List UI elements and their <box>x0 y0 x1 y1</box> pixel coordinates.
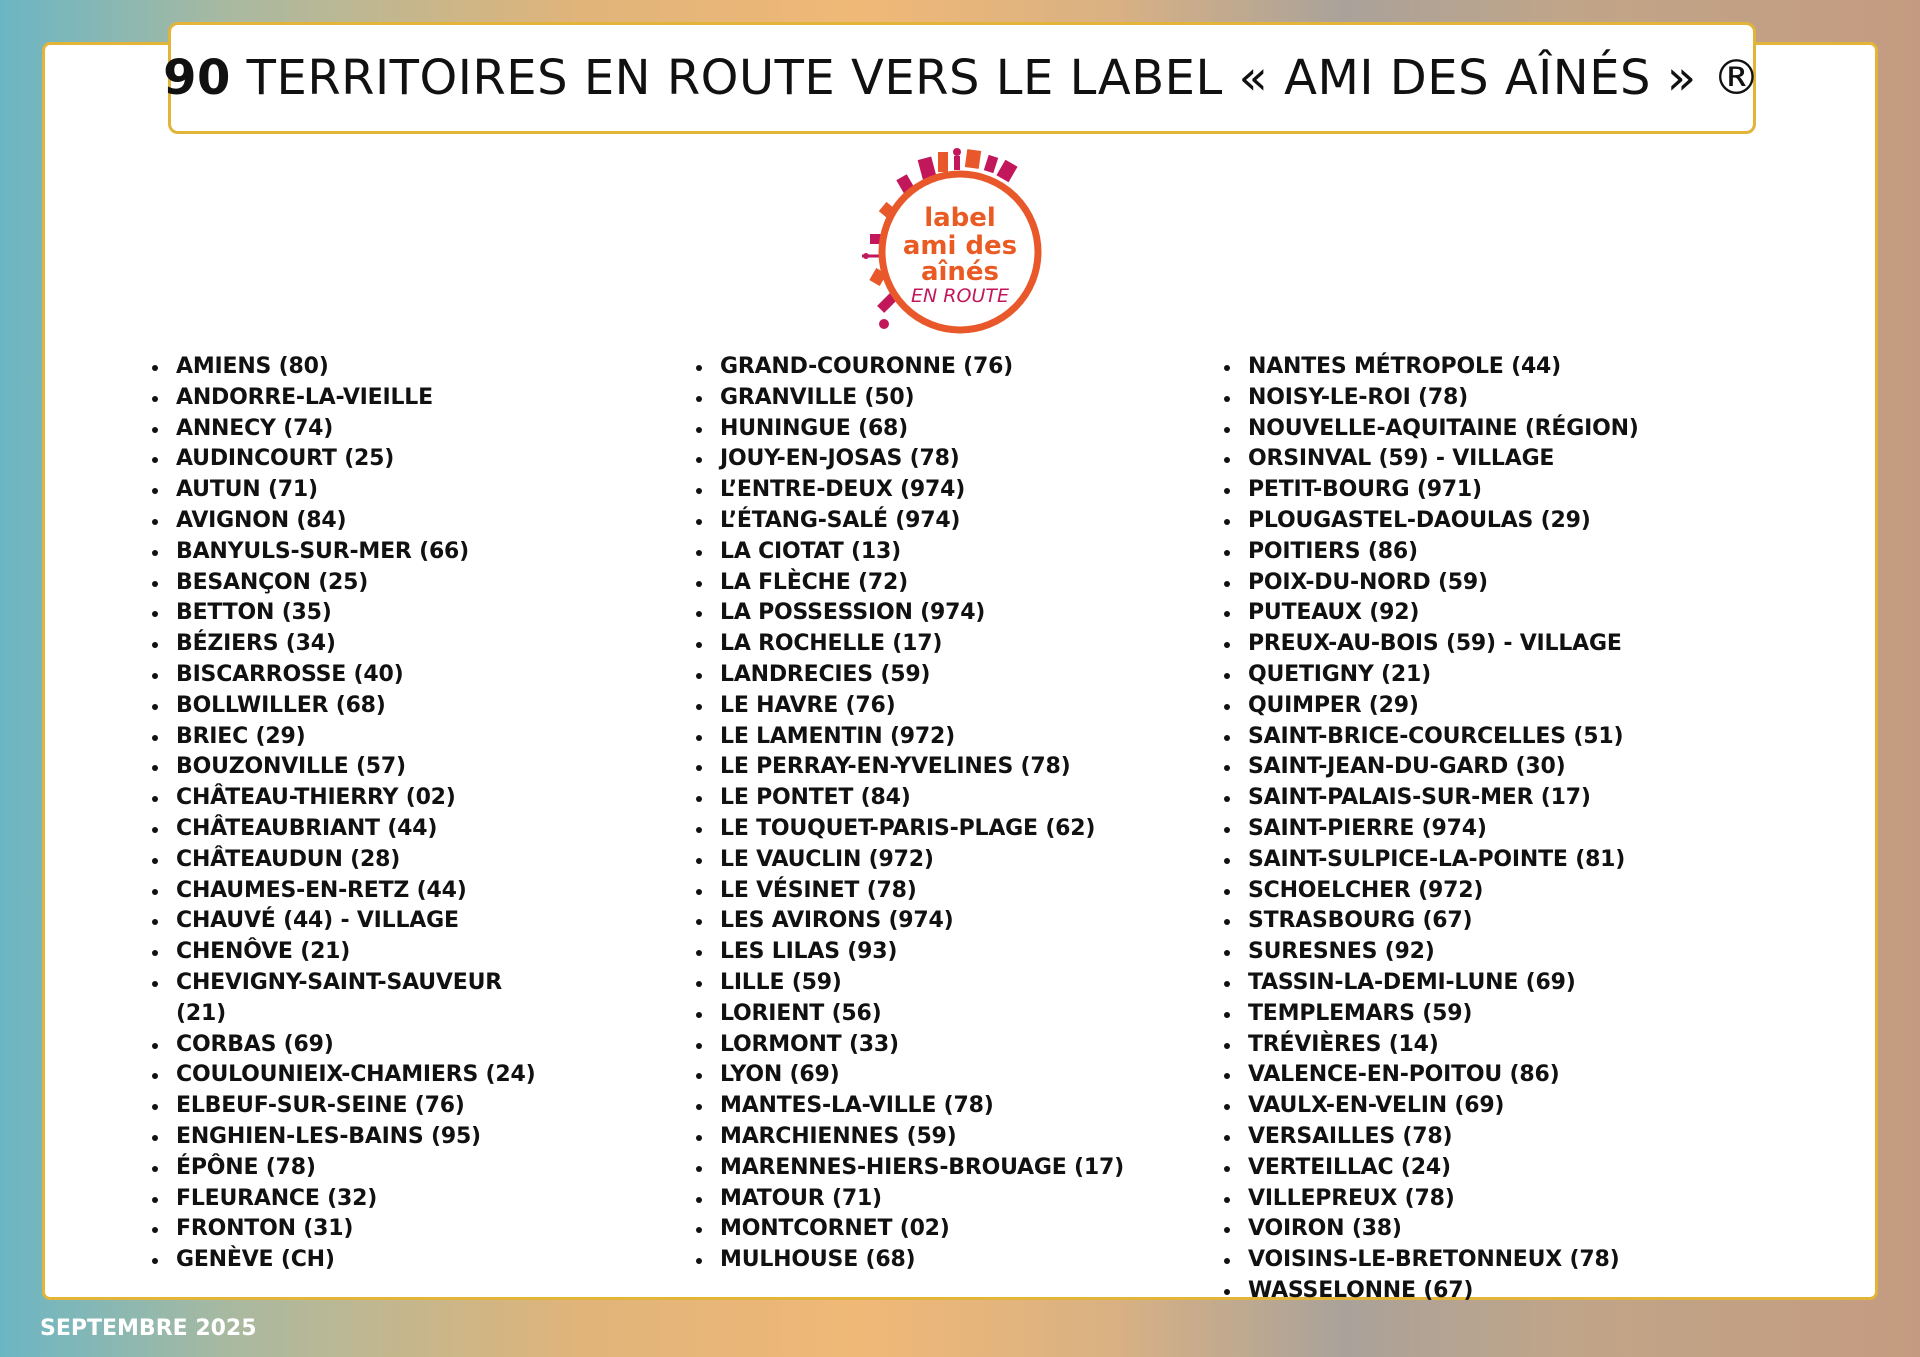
territory-item: BRIEC (29) <box>148 722 558 753</box>
territory-item: LES AVIRONS (974) <box>692 906 1172 937</box>
territory-item: ÉPÔNE (78) <box>148 1153 558 1184</box>
territory-item: LA CIOTAT (13) <box>692 537 1172 568</box>
territory-item: LYON (69) <box>692 1060 1172 1091</box>
territory-item: BANYULS-SUR-MER (66) <box>148 537 558 568</box>
territory-item: LANDRECIES (59) <box>692 660 1172 691</box>
territory-item: TRÉVIÈRES (14) <box>1220 1030 1780 1061</box>
territory-item: LA FLÈCHE (72) <box>692 568 1172 599</box>
territory-item: BOLLWILLER (68) <box>148 691 558 722</box>
territory-item: MARENNES-HIERS-BROUAGE (17) <box>692 1153 1172 1184</box>
territory-item: LA ROCHELLE (17) <box>692 629 1172 660</box>
territory-item: NOISY-LE-ROI (78) <box>1220 383 1780 414</box>
territory-item: CORBAS (69) <box>148 1030 558 1061</box>
logo-line-4: EN ROUTE <box>911 285 1009 307</box>
territory-item: SCHOELCHER (972) <box>1220 876 1780 907</box>
territory-item: GRAND-COURONNE (76) <box>692 352 1172 383</box>
page-title <box>163 50 1761 106</box>
title-box <box>163 22 1761 134</box>
territory-item: POIX-DU-NORD (59) <box>1220 568 1780 599</box>
territory-item: PREUX-AU-BOIS (59) - VILLAGE <box>1220 629 1780 660</box>
territory-item: PETIT-BOURG (971) <box>1220 475 1780 506</box>
territory-item: ANDORRE-LA-VIEILLE <box>148 383 558 414</box>
territory-item: LA POSSESSION (974) <box>692 598 1172 629</box>
territory-item: MANTES-LA-VILLE (78) <box>692 1091 1172 1122</box>
territory-item: MONTCORNET (02) <box>692 1214 1172 1245</box>
territory-item: SAINT-JEAN-DU-GARD (30) <box>1220 752 1780 783</box>
territory-item: L’ÉTANG-SALÉ (974) <box>692 506 1172 537</box>
territory-item: POITIERS (86) <box>1220 537 1780 568</box>
territory-item: CHÂTEAU-THIERRY (02) <box>148 783 558 814</box>
territory-item: LORIENT (56) <box>692 999 1172 1030</box>
territories-column-3 <box>1220 352 1780 1307</box>
territory-item: VERSAILLES (78) <box>1220 1122 1780 1153</box>
territories-column-2 <box>692 352 1172 1276</box>
territory-item: ANNECY (74) <box>148 414 558 445</box>
logo-line-2: ami des <box>902 231 1018 261</box>
territory-item: ENGHIEN-LES-BAINS (95) <box>148 1122 558 1153</box>
territory-item: SAINT-PALAIS-SUR-MER (17) <box>1220 783 1780 814</box>
territory-item: ORSINVAL (59) - VILLAGE <box>1220 444 1780 475</box>
territory-item: MARCHIENNES (59) <box>692 1122 1172 1153</box>
territories-column-1 <box>148 352 558 1276</box>
territory-item: LE VAUCLIN (972) <box>692 845 1172 876</box>
territory-item: BOUZONVILLE (57) <box>148 752 558 783</box>
territory-item: SAINT-PIERRE (974) <box>1220 814 1780 845</box>
territory-item: SAINT-SULPICE-LA-POINTE (81) <box>1220 845 1780 876</box>
territory-item: BESANÇON (25) <box>148 568 558 599</box>
territory-item: TEMPLEMARS (59) <box>1220 999 1780 1030</box>
territory-item: BETTON (35) <box>148 598 558 629</box>
territory-item: CHAUVÉ (44) - VILLAGE <box>148 906 558 937</box>
territory-item: CHAUMES-EN-RETZ (44) <box>148 876 558 907</box>
territory-item: NANTES MÉTROPOLE (44) <box>1220 352 1780 383</box>
territory-item: QUIMPER (29) <box>1220 691 1780 722</box>
territory-item: SURESNES (92) <box>1220 937 1780 968</box>
territory-item: LE PONTET (84) <box>692 783 1172 814</box>
territory-item: QUETIGNY (21) <box>1220 660 1780 691</box>
territory-item: L’ENTRE-DEUX (974) <box>692 475 1172 506</box>
territory-item: VERTEILLAC (24) <box>1220 1153 1780 1184</box>
territory-item: MATOUR (71) <box>692 1184 1172 1215</box>
territory-item: VAULX-EN-VELIN (69) <box>1220 1091 1780 1122</box>
territory-item: JOUY-EN-JOSAS (78) <box>692 444 1172 475</box>
territory-item: NOUVELLE-AQUITAINE (RÉGION) <box>1220 414 1780 445</box>
territory-item: VILLEPREUX (78) <box>1220 1184 1780 1215</box>
territory-item: HUNINGUE (68) <box>692 414 1172 445</box>
title-text: TERRITOIRES EN ROUTE VERS LE LABEL « AMI DES AÎNÉS » ® <box>230 50 1761 106</box>
territory-item: FLEURANCE (32) <box>148 1184 558 1215</box>
territory-item: BISCARROSSE (40) <box>148 660 558 691</box>
territory-item: AMIENS (80) <box>148 352 558 383</box>
territory-item: PUTEAUX (92) <box>1220 598 1780 629</box>
territory-item: LE TOUQUET-PARIS-PLAGE (62) <box>692 814 1172 845</box>
territory-item: ELBEUF-SUR-SEINE (76) <box>148 1091 558 1122</box>
territory-item: BÉZIERS (34) <box>148 629 558 660</box>
territory-item: CHENÔVE (21) <box>148 937 558 968</box>
territory-item: AVIGNON (84) <box>148 506 558 537</box>
territory-item: FRONTON (31) <box>148 1214 558 1245</box>
territory-item: VALENCE-EN-POITOU (86) <box>1220 1060 1780 1091</box>
territory-item: MULHOUSE (68) <box>692 1245 1172 1276</box>
territory-item: TASSIN-LA-DEMI-LUNE (69) <box>1220 968 1780 999</box>
logo-line-3: aînés <box>920 257 1000 287</box>
territory-item: STRASBOURG (67) <box>1220 906 1780 937</box>
territory-item: LE VÉSINET (78) <box>692 876 1172 907</box>
territory-item: LES LILAS (93) <box>692 937 1172 968</box>
territory-item: LILLE (59) <box>692 968 1172 999</box>
logo-line-1: label <box>924 203 996 233</box>
territory-item: CHÂTEAUBRIANT (44) <box>148 814 558 845</box>
territory-item: GRANVILLE (50) <box>692 383 1172 414</box>
territory-item: VOISINS-LE-BRETONNEUX (78) <box>1220 1245 1780 1276</box>
territory-item: COULOUNIEIX-CHAMIERS (24) <box>148 1060 558 1091</box>
territory-item: CHEVIGNY-SAINT-SAUVEUR (21) <box>148 968 558 1030</box>
title-count: 90 <box>163 50 231 106</box>
label-logo <box>842 146 1068 342</box>
territory-item: GENÈVE (CH) <box>148 1245 558 1276</box>
territory-item: LE LAMENTIN (972) <box>692 722 1172 753</box>
territory-item: PLOUGASTEL-DAOULAS (29) <box>1220 506 1780 537</box>
footer-date: SEPTEMBRE 2025 <box>40 1316 257 1341</box>
territory-item: LE HAVRE (76) <box>692 691 1172 722</box>
territory-item: AUTUN (71) <box>148 475 558 506</box>
territory-item: LE PERRAY-EN-YVELINES (78) <box>692 752 1172 783</box>
territory-item: CHÂTEAUDUN (28) <box>148 845 558 876</box>
territory-item: AUDINCOURT (25) <box>148 444 558 475</box>
territory-item: VOIRON (38) <box>1220 1214 1780 1245</box>
territory-item: WASSELONNE (67) <box>1220 1276 1780 1307</box>
territory-item: SAINT-BRICE-COURCELLES (51) <box>1220 722 1780 753</box>
territory-item: LORMONT (33) <box>692 1030 1172 1061</box>
